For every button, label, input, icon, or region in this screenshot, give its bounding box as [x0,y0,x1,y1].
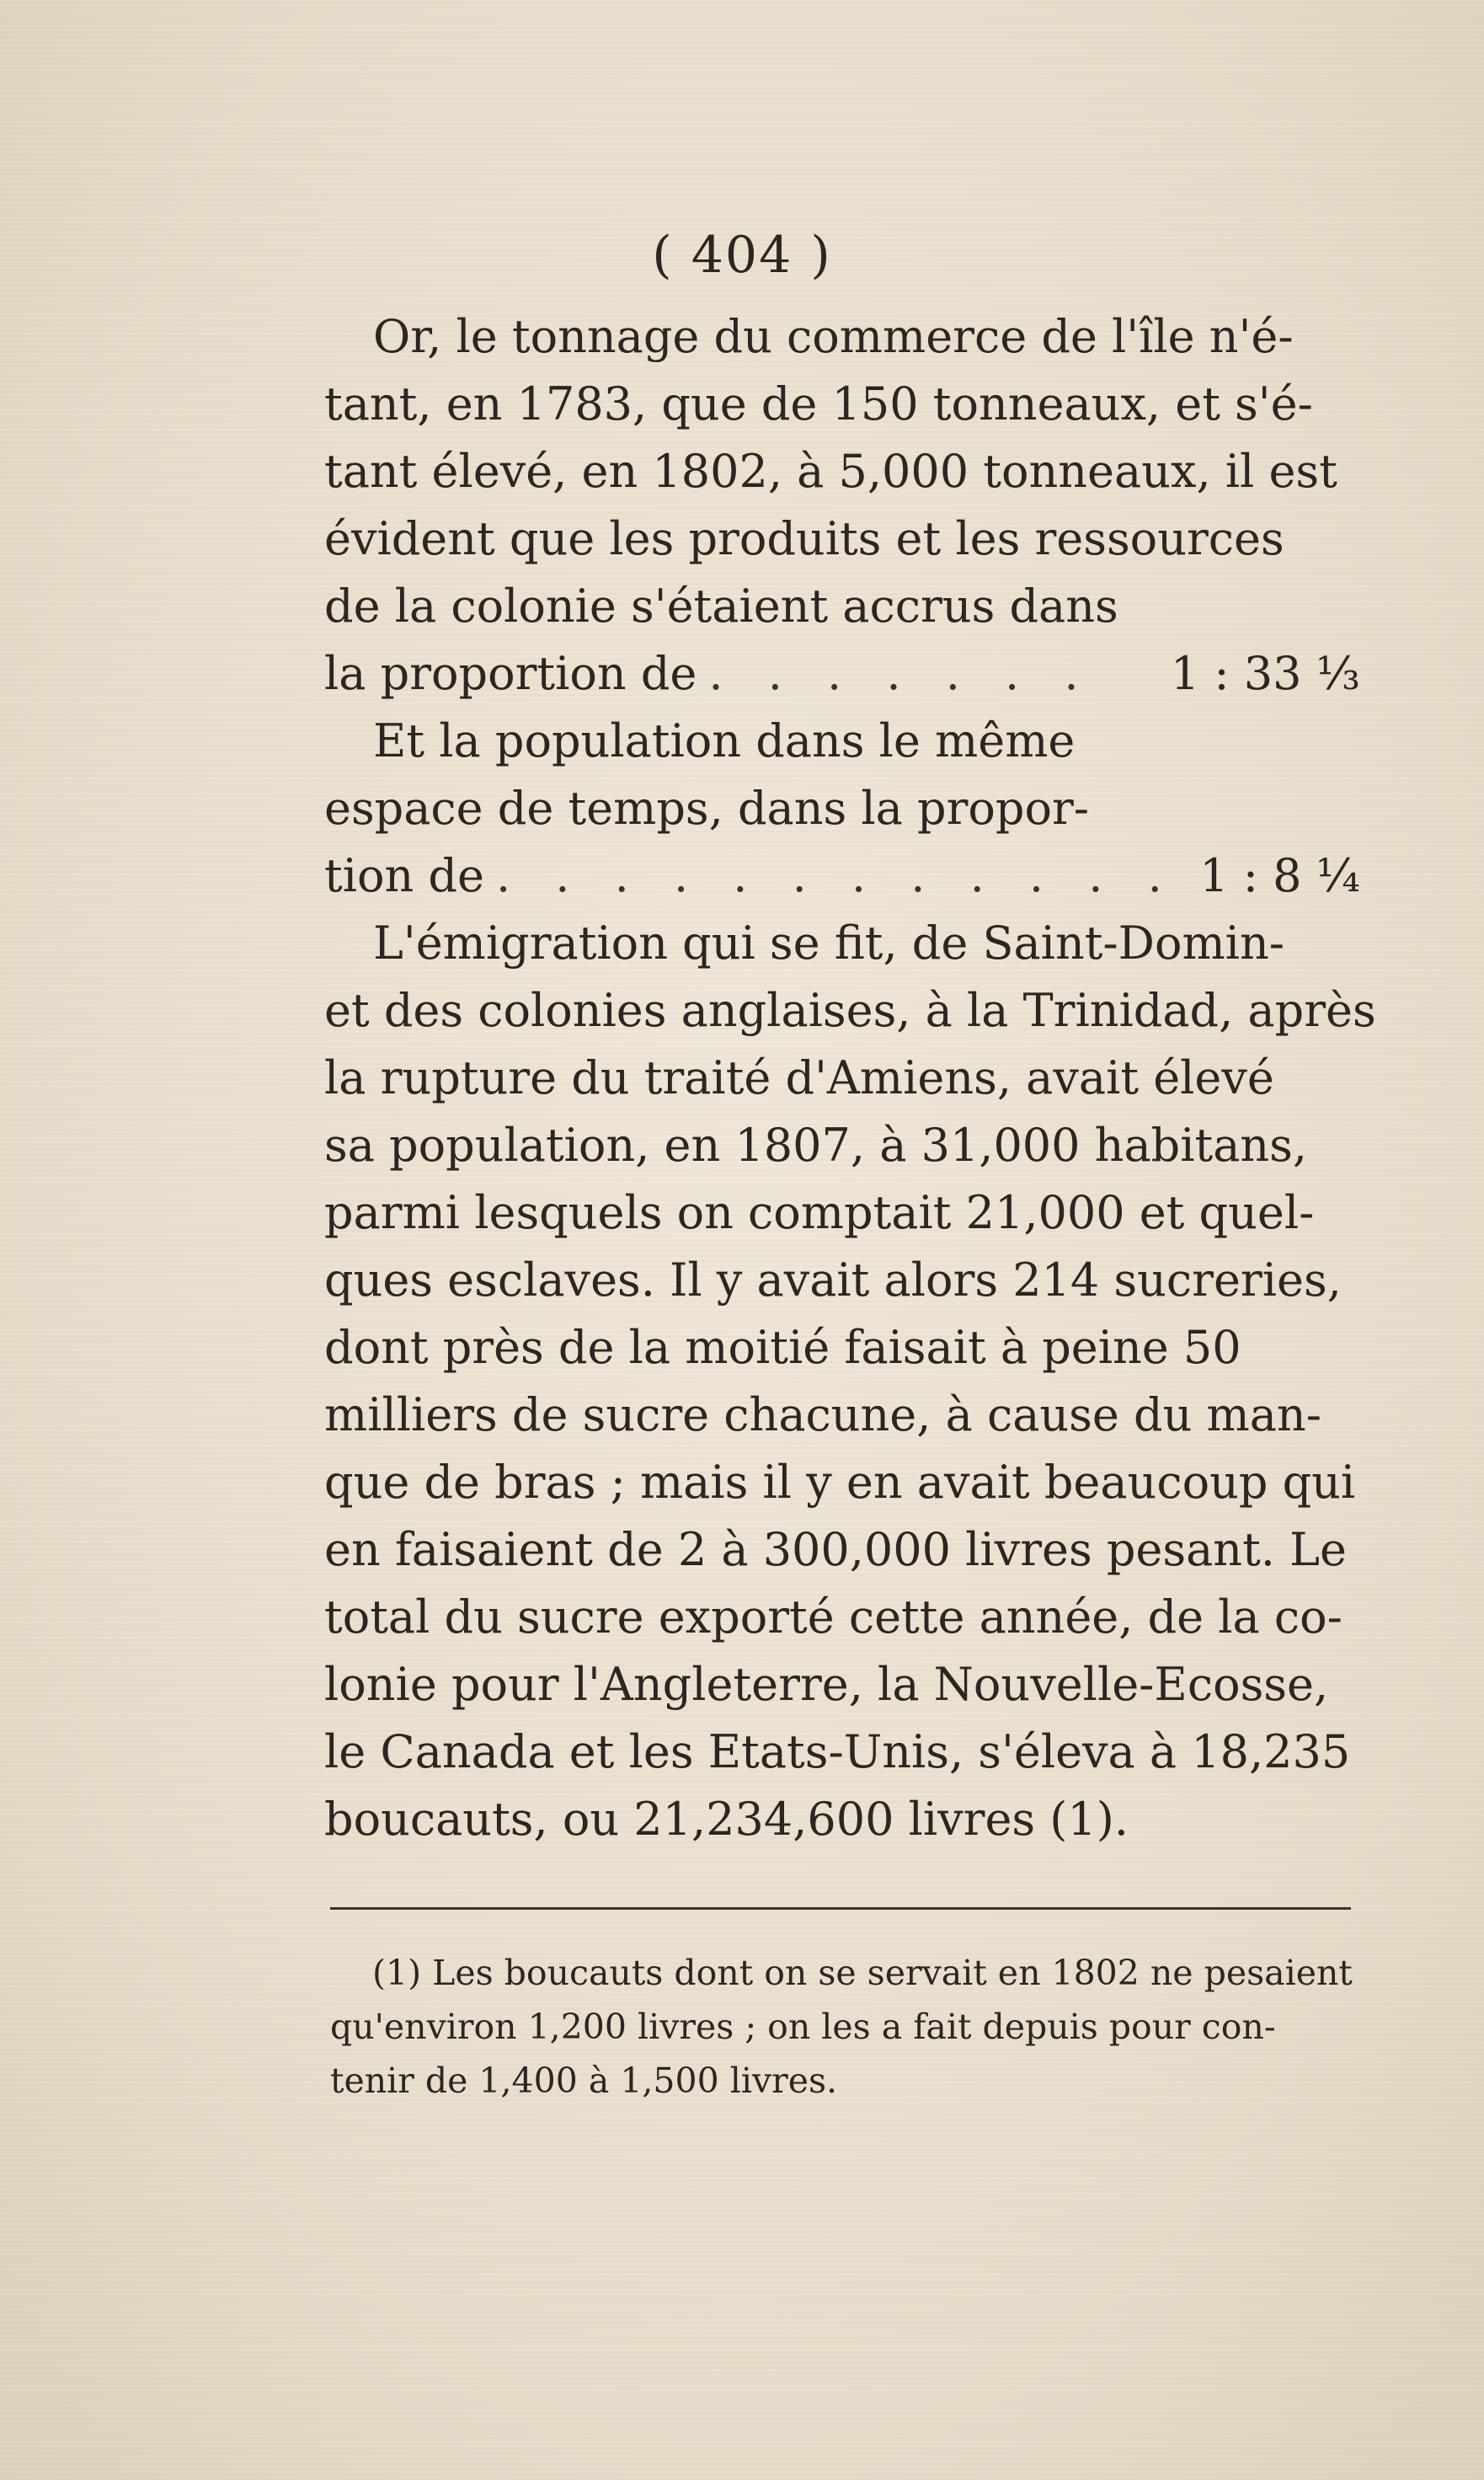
ratio-label: tion de [324,849,484,902]
text-line: de la colonie s'étaient accrus dans [324,580,1118,633]
text-line: parmi lesquels on comptait 21,000 et quel- [324,1186,1315,1239]
ratio-value: 1 : 8 ¼ [1199,849,1360,902]
page-number: ( 404 ) [652,226,832,285]
text-line: la rupture du traité d'Amiens, avait élevé [324,1051,1274,1104]
text-line: le Canada et les Etats-Unis, s'éleva à 18,235 [324,1725,1351,1778]
ratio-line [324,640,1360,708]
footnote [330,1946,1359,2108]
text-line: total du sucre exporté cette année, de la co- [324,1590,1343,1644]
footnote-rule [330,1907,1351,1910]
text-line: et des colonies anglaises, à la Trinidad, après [324,984,1376,1037]
text-line: ques esclaves. Il y avait alors 214 sucreries, [324,1253,1342,1307]
text-line: tant élevé, en 1802, à 5,000 tonneaux, il est [324,445,1337,498]
text-line: L'émigration qui se fit, de Saint-Domin- [373,917,1284,970]
text-line: tant, en 1783, que de 150 tonneaux, et s'é- [324,377,1313,430]
text-line: boucauts, ou 21,234,600 livres (1). [324,1793,1129,1846]
text-line: Et la population dans le même [373,714,1076,767]
footnote-line: qu'environ 1,200 livres ; on les a fait depuis pour con- [330,2007,1276,2047]
footnote-line: (1) Les boucauts dont on se servait en 1802 ne pesaient [372,1953,1353,1993]
ratio-line [324,842,1360,910]
text-line: dont près de la moitié faisait à peine 50 [324,1321,1241,1374]
text-line: en faisaient de 2 à 300,000 livres pesant. Le [324,1523,1347,1576]
text-line: lonie pour l'Angleterre, la Nouvelle-Ecosse, [324,1658,1329,1711]
ratio-value: 1 : 33 ⅓ [1170,647,1360,700]
text-line: espace de temps, dans la propor- [324,782,1090,835]
dot-leader: . . . . . . . . . . . . [495,849,1177,902]
text-line: Or, le tonnage du commerce de l'île n'é- [373,310,1294,363]
text-line: sa population, en 1807, à 31,000 habitans, [324,1119,1308,1172]
text-line: milliers de sucre chacune, à cause du man- [324,1388,1321,1441]
dot-leader: . . . . . . . [708,647,1094,700]
footnote-line: tenir de 1,400 à 1,500 livres. [330,2060,838,2101]
text-line: évident que les produits et les ressources [324,512,1284,565]
ratio-label: la proportion de [324,647,697,700]
text-line: que de bras ; mais il y en avait beaucoup qui [324,1456,1356,1509]
main-text [324,303,1376,1853]
